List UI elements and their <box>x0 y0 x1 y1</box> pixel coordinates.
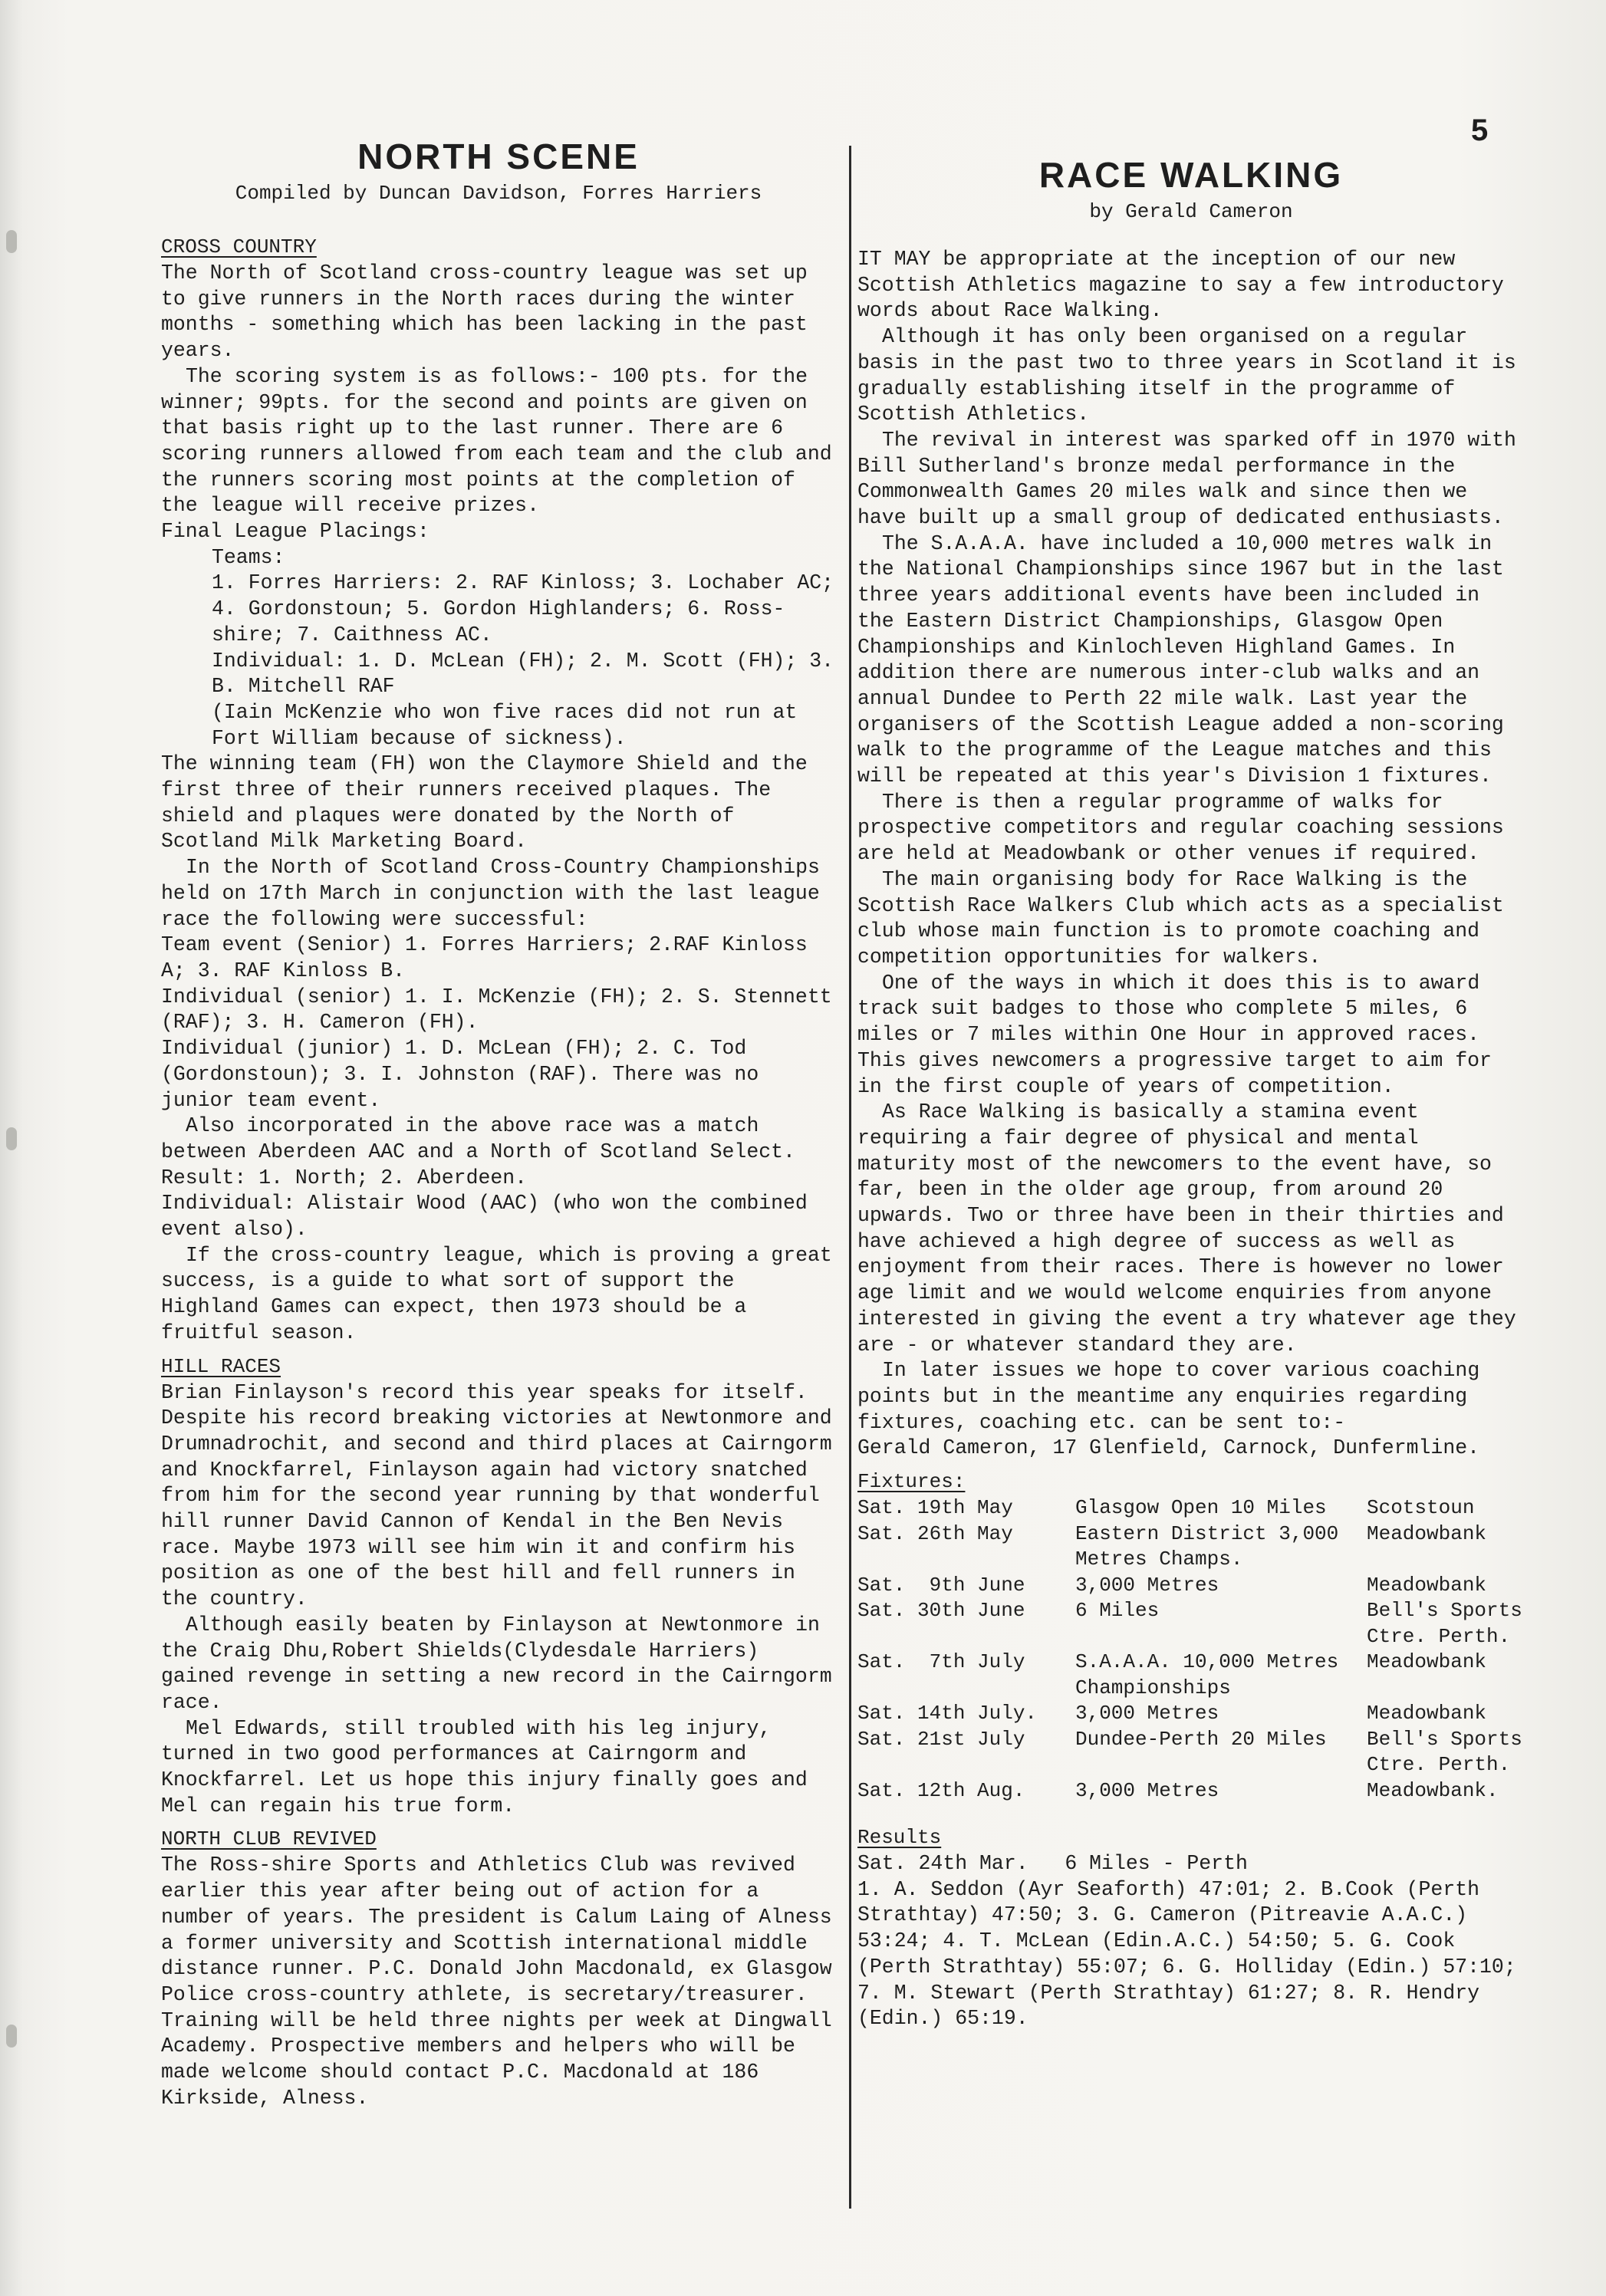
results-line: Sat. 24th Mar. 6 Miles - Perth <box>857 1852 1248 1876</box>
fixture-row <box>857 1701 1525 1727</box>
fixture-venue: Scotstoun <box>1367 1496 1475 1520</box>
hill-paragraph: Brian Finlayson's record this year speaks for itself. Despite his record breaking victories at Newtonmore and Drumnadrochit, and second and third places at Cairngorm and Knockfarrel, Finlayson again had victory snatched from him for the second year running by that wonderful hill runner David Cannon of Kendal in the Ben Nevis race. Maybe 1973 will see him win it and confirm his position as one of the best hill and fell runners in the country. <box>161 1380 832 1611</box>
fixture-venue: Bell's Sports Ctre. Perth. <box>1367 1727 1535 1777</box>
fixture-date: Sat. 21st July <box>857 1727 1025 1751</box>
race-walking-column <box>857 153 1535 2032</box>
column-divider <box>849 146 851 2209</box>
club-paragraph: The Ross-shire Sports and Athletics Club was revived earlier this year after being out of action for a number of years. The president is Calum Laing of Alness a former university and Scottish international middle distance runner. P.C. Donald John Macdonald, ex Glasgow Police cross-country athlete, is secretary/treasurer. Training will be held three nights per week at Dingwall Academy. Prospective members and helpers who will be made welcome should contact P.C. Macdonald at 186 Kirkside, Alness. <box>161 1854 832 2110</box>
binding-hole <box>6 1127 17 1150</box>
rw-address: Gerald Cameron, 17 Glenfield, Carnock, Dunfermline. <box>857 1436 1480 1460</box>
cc-result-line: Result: 1. North; 2. Aberdeen. <box>161 1166 528 1189</box>
cc-final-league-label: Final League Placings: <box>161 520 429 544</box>
fixture-row <box>857 1650 1525 1701</box>
fixture-date: Sat. 19th May <box>857 1496 1013 1520</box>
binding-hole <box>6 2025 17 2048</box>
fixture-row <box>857 1778 1525 1804</box>
cc-paragraph: The North of Scotland cross-country league was set up to give runners in the North races during the winter months - something which has been lacking in the past years. <box>161 262 808 363</box>
hill-races-heading: HILL RACES <box>161 1354 281 1378</box>
fixture-venue: Meadowbank <box>1367 1573 1487 1597</box>
race-walking-byline: by Gerald Cameron <box>1089 200 1293 223</box>
fixture-event: Eastern District 3,000 Metres Champs. <box>1075 1521 1351 1571</box>
fixture-row <box>857 1573 1525 1599</box>
fixture-event: Dundee-Perth 20 Miles <box>1075 1727 1327 1751</box>
fixture-venue: Meadowbank <box>1367 1702 1487 1725</box>
rw-paragraph: The S.A.A.A. have included a 10,000 metres walk in the National Championships since 1967 but in the last three years additional events have been included in the Eastern District Championships, Glasgow Open Championships and Kinlochleven Highland Games. In addition there are numerous inter-club walks and an annual Dundee to Perth 22 mile walk. Last year the organisers of the Scottish League added a non-scoring walk to the programme of the League matches and this will be repeated at this year's Division 1 fixtures. <box>857 531 1504 788</box>
fixture-date: Sat. 9th June <box>857 1573 1025 1597</box>
cc-teams-list: 1. Forres Harriers: 2. RAF Kinloss; 3. Lochaber AC; 4. Gordonstoun; 5. Gordon Highlanders; 6. Ross-shire; 7. Caithness AC. <box>212 571 834 646</box>
cross-country-heading: CROSS COUNTRY <box>161 235 317 258</box>
rw-paragraph: One of the ways in which it does this is to award track suit badges to those who complete 5 miles, 6 miles or 7 miles within One Hour in approved races. This gives newcomers a progressive target to aim for in the first couple of years of competition. <box>857 971 1492 1098</box>
fixture-venue: Meadowbank. <box>1367 1778 1499 1802</box>
fixture-venue: Meadowbank <box>1367 1521 1487 1545</box>
rw-paragraph: As Race Walking is basically a stamina event requiring a fair degree of physical and mental maturity most of the newcomers to the event have, so far, been in the older age group, from around 20 upwards. Two or three have been in their thirties and have achieved a high degree of success as well as enjoyment from their races. There is however no lower age limit and we would welcome enquiries from anyone interested in giving the event a try whatever age they are - or whatever standard they are. <box>857 1100 1516 1357</box>
cc-result-line: Individual (junior) 1. D. McLean (FH); 2. C. Tod (Gordonstoun); 3. I. Johnston (RAF). There was no junior team event. <box>161 1037 759 1112</box>
north-club-heading: NORTH CLUB REVIVED <box>161 1827 377 1851</box>
results-text: 1. A. Seddon (Ayr Seaforth) 47:01; 2. B.Cook (Perth Strathtay) 47:50; 3. G. Cameron (Pitreavie A.A.C.) 53:24; 4. T. McLean (Edin.A.C.) 54:50; 5. G. Cook (Perth Strathtay) 55:07; 6. G. Holliday (Edin.) 57:10; 7. M. Stewart (Perth Strathtay) 61:27; 8. R. Hendry (Edin.) 65:19. <box>857 1877 1516 2031</box>
binding-hole <box>6 230 17 253</box>
rw-paragraph: There is then a regular programme of walks for prospective competitors and regular coaching sessions are held at Meadowbank or other venues if required. <box>857 790 1504 866</box>
north-scene-title: NORTH SCENE <box>357 137 640 176</box>
rw-paragraph: IT MAY be appropriate at the inception of our new Scottish Athletics magazine to say a few introductory words about Race Walking. <box>857 248 1504 323</box>
cc-teams-label: Teams: <box>212 545 285 569</box>
fixture-event: 3,000 Metres <box>1075 1778 1219 1802</box>
results-heading: Results <box>857 1826 942 1850</box>
fixture-row <box>857 1727 1525 1778</box>
page-number: 5 <box>1471 113 1489 147</box>
cc-paragraph: The winning team (FH) won the Claymore Shield and the first three of their runners received plaques. The shield and plaques were donated by the North of Scotland Milk Marketing Board. <box>161 752 808 854</box>
cc-note: (Iain McKenzie who won five races did not run at Fort William because of sickness). <box>212 700 798 750</box>
fixture-event: S.A.A.A. 10,000 Metres Championships <box>1075 1650 1351 1699</box>
cc-paragraph: Also incorporated in the above race was a match between Aberdeen AAC and a North of Scotland Select. <box>161 1114 795 1163</box>
cc-result-line: Team event (Senior) 1. Forres Harriers; 2.RAF Kinloss A; 3. RAF Kinloss B. <box>161 933 808 982</box>
cc-paragraph: The scoring system is as follows:- 100 pts. for the winner; 99pts. for the second and points are given on that basis right up to the last runner. There are 6 scoring runners allowed from each team and the club and the runners scoring most points at the completion of the league will receive prizes. <box>161 364 832 518</box>
fixture-event: Glasgow Open 10 Miles <box>1075 1496 1327 1520</box>
cc-individual-list: Individual: 1. D. McLean (FH); 2. M. Scott (FH); 3. B. Mitchell RAF <box>212 649 834 699</box>
fixture-date: Sat. 7th July <box>857 1650 1025 1674</box>
cc-result-line: Individual (senior) 1. I. McKenzie (FH); 2. S. Stennett (RAF); 3. H. Cameron (FH). <box>161 985 832 1035</box>
fixture-row <box>857 1495 1525 1521</box>
fixtures-heading: Fixtures: <box>857 1470 966 1494</box>
rw-paragraph: Although it has only been organised on a regular basis in the past two to three years in Scotland it is gradually establishing itself in the programme of Scottish Athletics. <box>857 325 1516 426</box>
fixture-date: Sat. 30th June <box>857 1599 1025 1623</box>
fixture-row <box>857 1521 1525 1573</box>
fixture-date: Sat. 14th July. <box>857 1702 1038 1725</box>
north-scene-byline: Compiled by Duncan Davidson, Forres Harriers <box>235 182 762 205</box>
fixture-venue: Bell's Sports Ctre. Perth. <box>1367 1599 1535 1648</box>
fixture-event: 6 Miles <box>1075 1599 1160 1623</box>
fixture-event: 3,000 Metres <box>1075 1702 1219 1725</box>
fixture-venue: Meadowbank <box>1367 1650 1487 1674</box>
hill-paragraph: Mel Edwards, still troubled with his leg injury, turned in two good performances at Cairngorm and Knockfarrel. Let us hope this injury finally goes and Mel can regain his true form. <box>161 1716 808 1817</box>
cc-result-line: Individual: Alistair Wood (AAC) (who won the combined event also). <box>161 1192 808 1242</box>
fixtures-table <box>857 1495 1535 1804</box>
fixture-event: 3,000 Metres <box>1075 1573 1219 1597</box>
rw-paragraph: The revival in interest was sparked off in 1970 with Bill Sutherland's bronze medal performance in the Commonwealth Games 20 miles walk and since then we have built up a small group of dedicated enthusiasts. <box>857 428 1516 530</box>
race-walking-title: RACE WALKING <box>1038 155 1344 195</box>
fixture-date: Sat. 12th Aug. <box>857 1778 1025 1802</box>
fixture-row <box>857 1598 1525 1650</box>
cc-paragraph: If the cross-country league, which is proving a great success, is a guide to what sort of support the Highland Games can expect, then 1973 should be a fruitful season. <box>161 1243 832 1344</box>
rw-paragraph: In later issues we hope to cover various coaching points but in the meantime any enquiries regarding fixtures, coaching etc. can be sent to:- <box>857 1359 1480 1434</box>
cc-paragraph: In the North of Scotland Cross-Country Championships held on 17th March in conjunction with the last league race the following were successful: <box>161 856 820 931</box>
hill-paragraph: Although easily beaten by Finlayson at Newtonmore in the Craig Dhu,Robert Shields(Clydesdale Harriers) gained revenge in setting a new record in the Cairngorm race. <box>161 1613 832 1714</box>
fixture-date: Sat. 26th May <box>857 1521 1013 1545</box>
rw-paragraph: The main organising body for Race Walking is the Scottish Race Walkers Club which acts as a specialist club whose main function is to promote coaching and competition opportunities for walkers. <box>857 867 1504 969</box>
north-scene-column <box>161 135 836 2112</box>
